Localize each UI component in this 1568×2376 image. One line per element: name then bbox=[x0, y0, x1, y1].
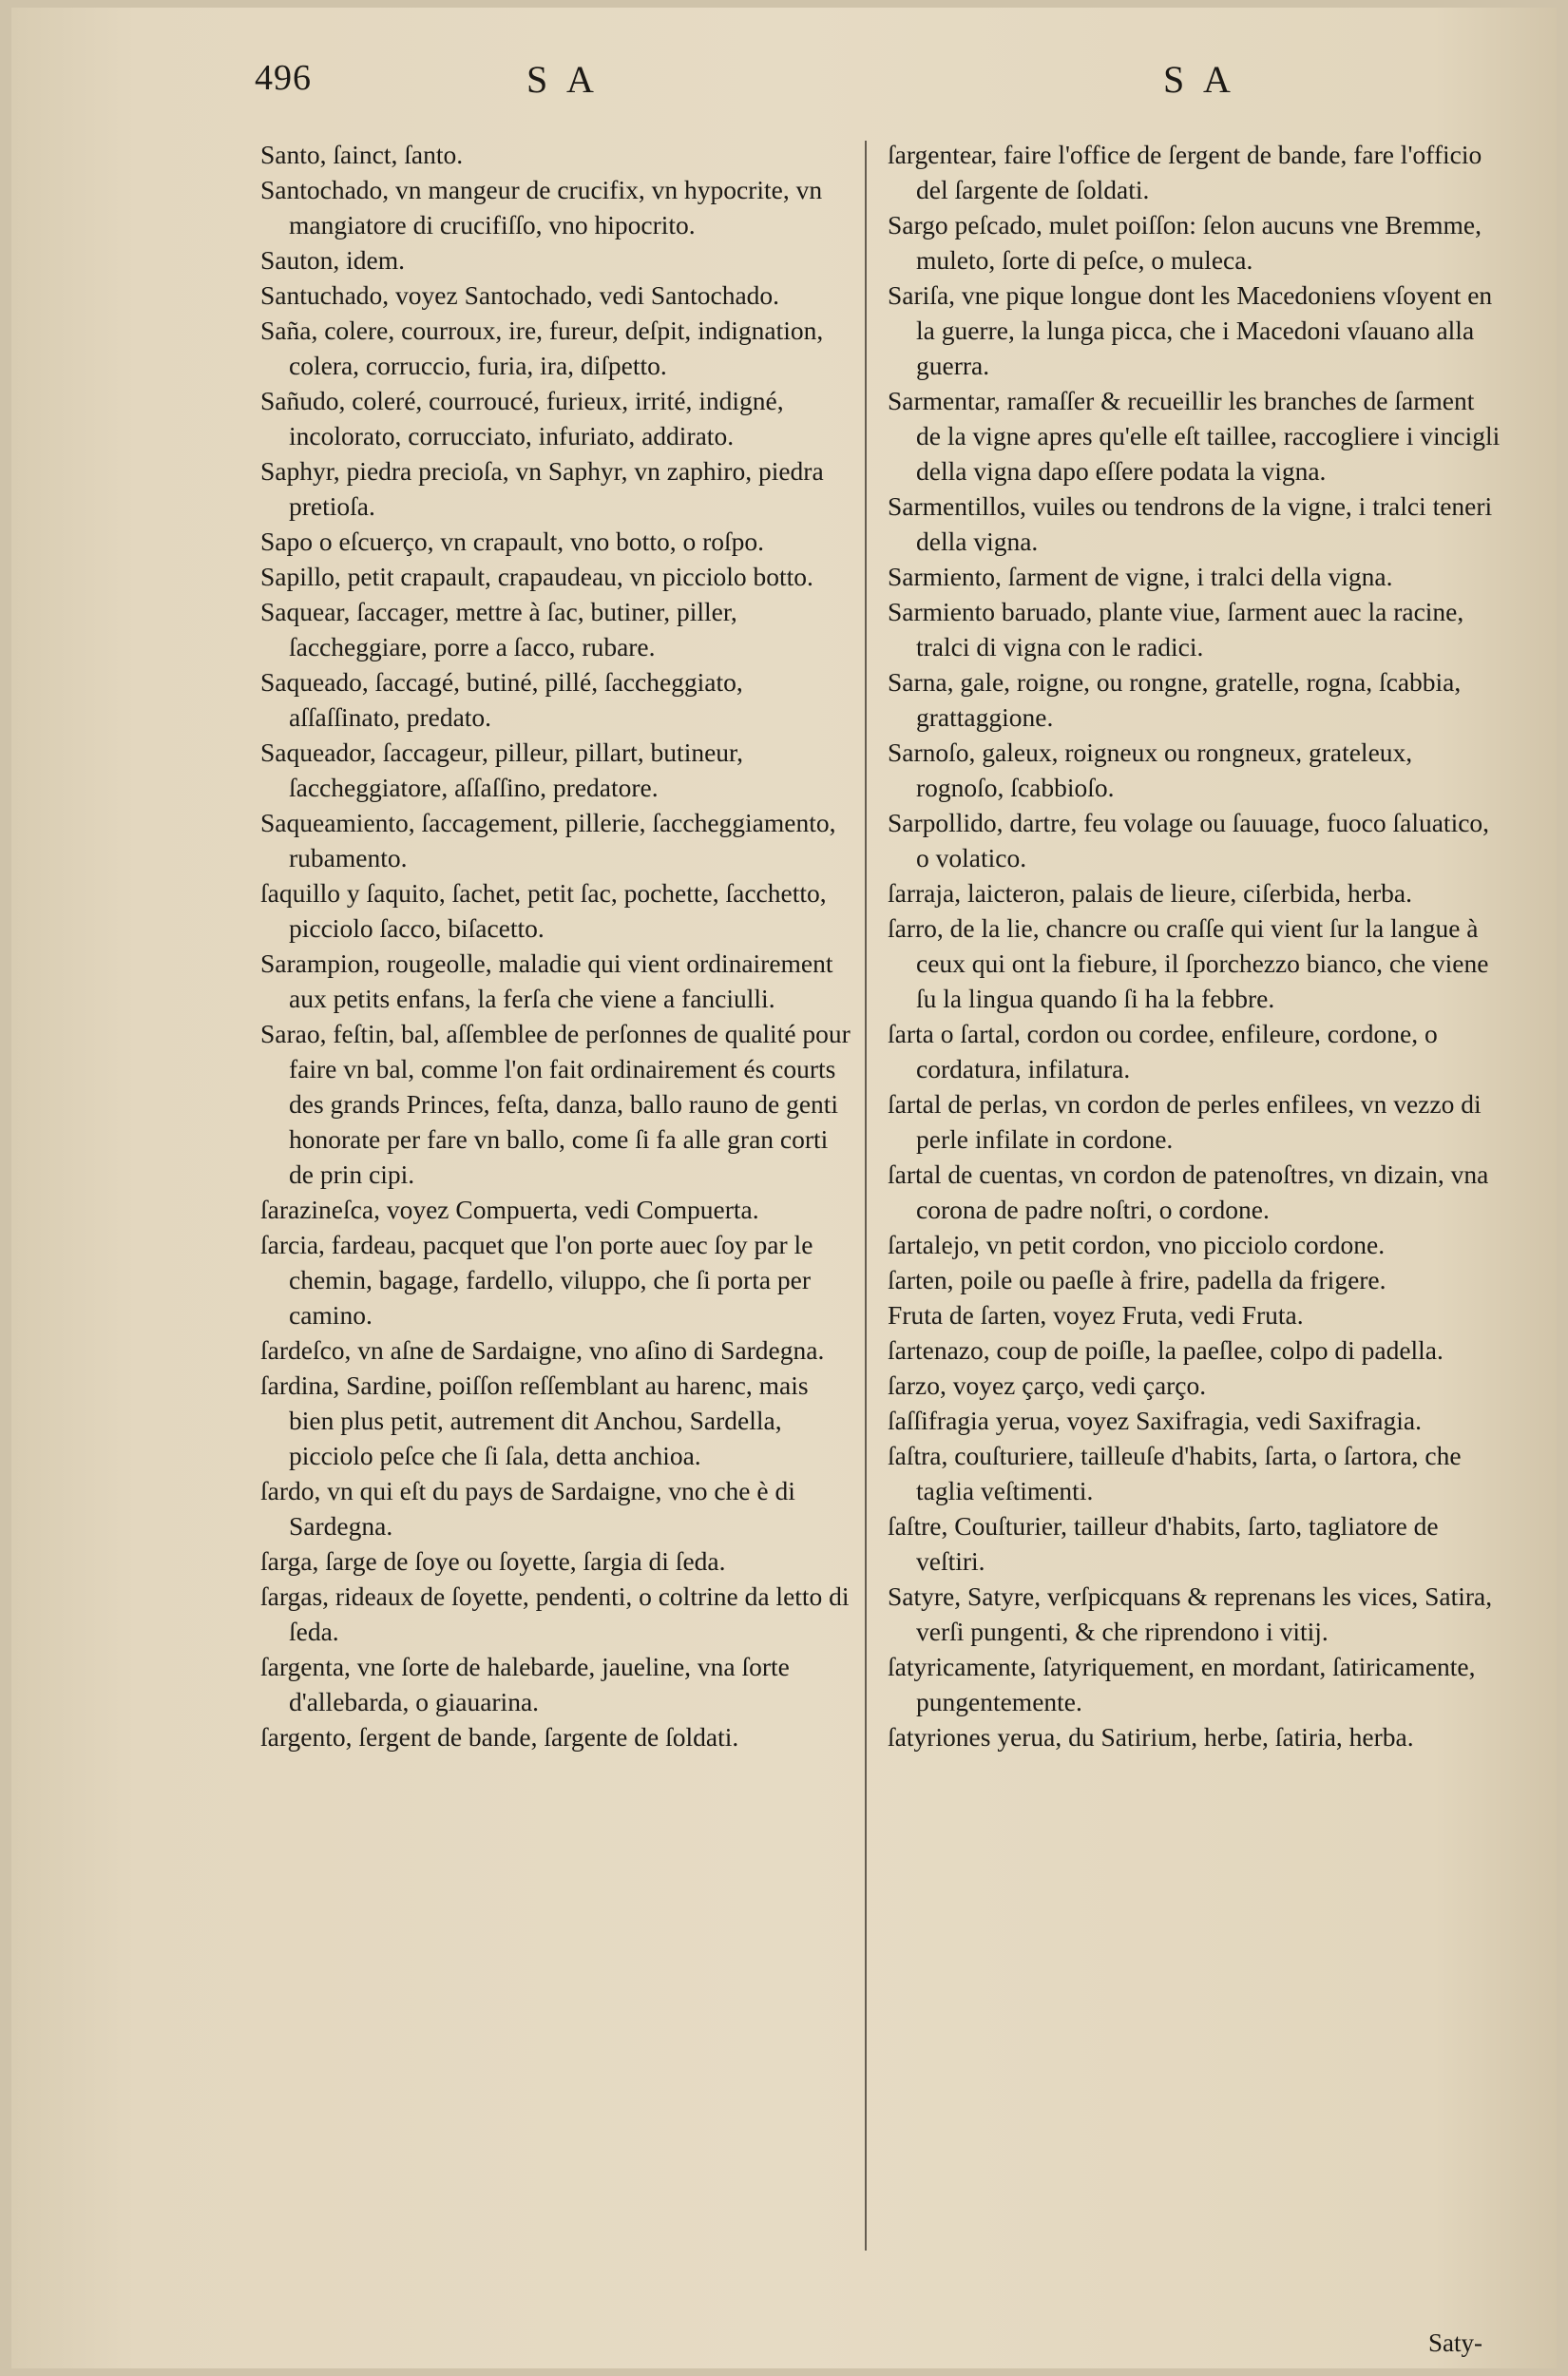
left-column bbox=[260, 137, 857, 1754]
dictionary-entry: Saqueamiento, ſaccagement, pillerie, ſaccheggiamento, rubamento. bbox=[260, 808, 836, 872]
dictionary-entry: Saquear, ſaccager, mettre à ſac, butiner, piller, ſaccheggiare, porre a ſacco, rubare. bbox=[260, 597, 737, 661]
dictionary-entry: ſatyricamente, ſatyriquement, en mordant, ſatiricamente, pungentemente. bbox=[888, 1652, 1476, 1716]
dictionary-entry: Sarpollido, dartre, feu volage ou ſauuage, fuoco ſaluatico, o volatico. bbox=[888, 808, 1490, 872]
dictionary-entry: ſarta o ſartal, cordon ou cordee, enfileure, cordone, o cordatura, infilatura. bbox=[888, 1019, 1438, 1083]
dictionary-entry: ſargenta, vne ſorte de halebarde, jaueline, vna ſorte d'allebarda, o giauarina. bbox=[260, 1652, 790, 1716]
dictionary-entry: Sapillo, petit crapault, crapaudeau, vn picciolo botto. bbox=[260, 562, 813, 591]
dictionary-page bbox=[11, 8, 1557, 2368]
dictionary-entry: ſarraja, laicteron, palais de lieure, ciſerbida, herba. bbox=[888, 878, 1413, 908]
dictionary-entry: Saqueador, ſaccageur, pilleur, pillart, butineur, ſaccheggiatore, aſſaſſino, predatore. bbox=[260, 738, 743, 802]
dictionary-entry: Sapo o eſcuerço, vn crapault, vno botto, o roſpo. bbox=[260, 527, 765, 556]
dictionary-entry: ſarro, de la lie, chancre ou craſſe qui vient ſur la langue à ceux qui ont la fiebure, il ſporchezzo bianco, che viene ſu la lingua quando ſi ha la febbre. bbox=[888, 913, 1489, 1013]
left-running-head: S A bbox=[526, 58, 600, 101]
dictionary-entry: Sarmiento baruado, plante viue, ſarment auec la racine, tralci di vigna con le radici. bbox=[888, 597, 1464, 661]
dictionary-entry: Sarao, feſtin, bal, aſſemblee de perſonnes de qualité pour faire vn bal, comme l'on fait ordinairement és courts des grands Princes, feſta, danza, ballo rauno de genti honorate per fare vn ballo, come ſi fa alle gran corti de prin cipi. bbox=[260, 1019, 851, 1189]
column-rule bbox=[865, 141, 867, 2251]
right-column bbox=[888, 137, 1503, 1754]
dictionary-entry: Sañudo, coleré, courroucé, furieux, irrité, indigné, incolorato, corrucciato, infuriato, addirato. bbox=[260, 386, 784, 450]
dictionary-entry: ſargentear, faire l'office de ſergent de bande, fare l'officio del ſargente de ſoldati. bbox=[888, 140, 1482, 204]
dictionary-entry: ſaquillo y ſaquito, ſachet, petit ſac, pochette, ſacchetto, picciolo ſacco, biſacetto. bbox=[260, 878, 827, 943]
dictionary-entry: Santochado, vn mangeur de crucifix, vn hypocrite, vn mangiatore di crucifiſſo, vno hipocrito. bbox=[260, 175, 823, 240]
dictionary-entry: Saphyr, piedra precioſa, vn Saphyr, vn zaphiro, piedra pretioſa. bbox=[260, 456, 824, 521]
dictionary-entry: Fruta de ſarten, voyez Fruta, vedi Fruta. bbox=[888, 1300, 1304, 1330]
dictionary-entry: Santuchado, voyez Santochado, vedi Santochado. bbox=[260, 280, 780, 310]
dictionary-entry: ſardeſco, vn aſne de Sardaigne, vno aſino di Sardegna. bbox=[260, 1335, 825, 1365]
dictionary-entry: Satyre, Satyre, verſpicquans & reprenans les vices, Satira, verſi pungenti, & che riprendono i vitij. bbox=[888, 1581, 1493, 1646]
dictionary-entry: ſaſtre, Couſturier, tailleur d'habits, ſarto, tagliatore de veſtiri. bbox=[888, 1511, 1439, 1576]
dictionary-entry: Sarna, gale, roigne, ou rongne, gratelle, rogna, ſcabbia, grattaggione. bbox=[888, 667, 1462, 732]
dictionary-entry: ſarga, ſarge de ſoye ou ſoyette, ſargia di ſeda. bbox=[260, 1546, 726, 1576]
catchword: Saty- bbox=[1428, 2328, 1482, 2357]
dictionary-entry: Saqueado, ſaccagé, butiné, pillé, ſaccheggiato, aſſaſſinato, predato. bbox=[260, 667, 743, 732]
dictionary-entry: Santo, ſainct, ſanto. bbox=[260, 140, 464, 169]
dictionary-entry: Sarmentillos, vuiles ou tendrons de la vigne, i tralci teneri della vigna. bbox=[888, 491, 1493, 556]
dictionary-entry: ſarcia, fardeau, pacquet que l'on porte auec ſoy par le chemin, bagage, fardello, viluppo, che ſi porta per camino. bbox=[260, 1230, 813, 1330]
dictionary-entry: Sauton, idem. bbox=[260, 245, 406, 275]
dictionary-entry: Sarmiento, ſarment de vigne, i tralci della vigna. bbox=[888, 562, 1393, 591]
dictionary-entry: ſaſtra, couſturiere, tailleuſe d'habits, ſarta, o ſartora, che taglia veſtimenti. bbox=[888, 1441, 1462, 1505]
dictionary-entry: ſartenazo, coup de poiſle, la paeſlee, colpo di padella. bbox=[888, 1335, 1444, 1365]
dictionary-entry: ſarazineſca, voyez Compuerta, vedi Compuerta. bbox=[260, 1195, 759, 1224]
dictionary-entry: ſargento, ſergent de bande, ſargente de ſoldati. bbox=[260, 1722, 739, 1752]
right-running-head: S A bbox=[1163, 58, 1236, 101]
dictionary-entry: ſardo, vn qui eſt du pays de Sardaigne, vno che è di Sardegna. bbox=[260, 1476, 795, 1541]
dictionary-entry: ſartal de perlas, vn cordon de perles enfilees, vn vezzo di perle infilate in cordone. bbox=[888, 1089, 1482, 1154]
dictionary-entry: ſartal de cuentas, vn cordon de patenoſtres, vn dizain, vna corona de padre noſtri, o cordone. bbox=[888, 1159, 1489, 1224]
dictionary-entry: Sariſa, vne pique longue dont les Macedoniens vſoyent en la guerre, la lunga picca, che i Macedoni vſauano alla guerra. bbox=[888, 280, 1493, 380]
dictionary-entry: ſatyriones yerua, du Satirium, herbe, ſatiria, herba. bbox=[888, 1722, 1414, 1752]
dictionary-entry: Sarnoſo, galeux, roigneux ou rongneux, grateleux, rognoſo, ſcabbioſo. bbox=[888, 738, 1413, 802]
dictionary-entry: ſaſſifragia yerua, voyez Saxifragia, vedi Saxifragia. bbox=[888, 1406, 1422, 1435]
dictionary-entry: Sarmentar, ramaſſer & recueillir les branches de ſarment de la vigne apres qu'elle eſt taillee, raccogliere i vincigli della vigna dapo eſſere podata la vigna. bbox=[888, 386, 1501, 486]
dictionary-entry: ſarzo, voyez çarço, vedi çarço. bbox=[888, 1370, 1207, 1400]
dictionary-entry: ſarten, poile ou paeſle à frire, padella da frigere. bbox=[888, 1265, 1386, 1294]
page-number: 496 bbox=[255, 58, 312, 98]
dictionary-entry: ſargas, rideaux de ſoyette, pendenti, o coltrine da letto di ſeda. bbox=[260, 1581, 850, 1646]
dictionary-entry: Saña, colere, courroux, ire, fureur, deſpit, indignation, colera, corruccio, furia, ira, diſpetto. bbox=[260, 316, 824, 380]
dictionary-entry: ſartalejo, vn petit cordon, vno picciolo cordone. bbox=[888, 1230, 1386, 1259]
dictionary-entry: Sarampion, rougeolle, maladie qui vient ordinairement aux petits enfans, la ferſa che viene a fanciulli. bbox=[260, 948, 833, 1013]
dictionary-entry: Sargo peſcado, mulet poiſſon: ſelon aucuns vne Bremme, muleto, ſorte di peſce, o muleca. bbox=[888, 210, 1482, 275]
dictionary-entry: ſardina, Sardine, poiſſon reſſemblant au harenc, mais bien plus petit, autrement dit Anchou, Sardella, picciolo peſce che ſi ſala, detta anchioa. bbox=[260, 1370, 809, 1470]
